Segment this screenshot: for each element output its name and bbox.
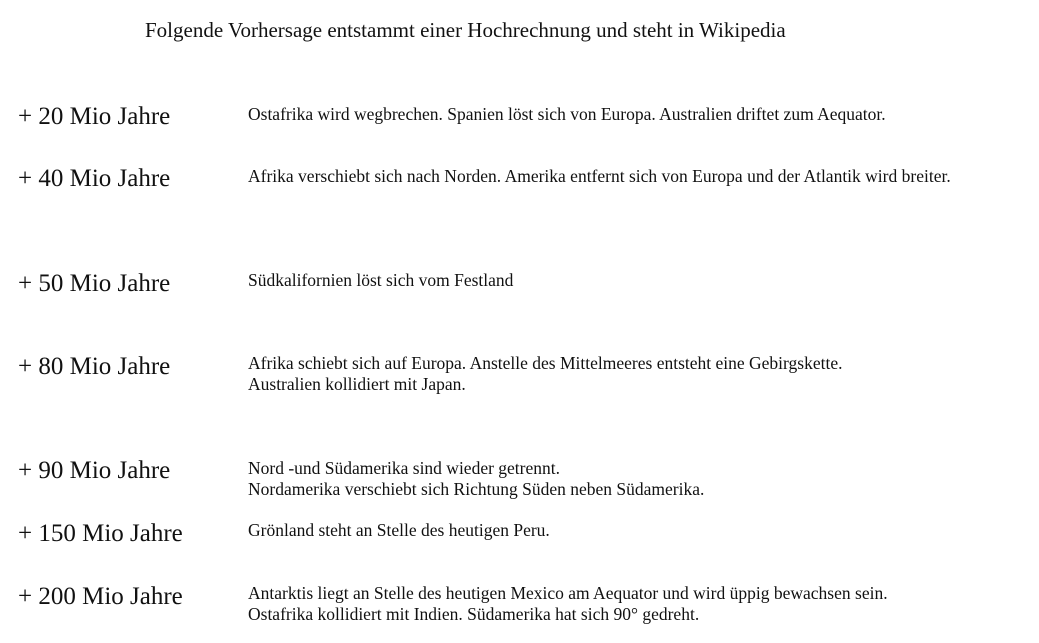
forecast-description [248, 583, 888, 625]
time-label: + 40 Mio Jahre [18, 165, 171, 192]
time-label: + 150 Mio Jahre [18, 520, 183, 547]
time-label: + 90 Mio Jahre [18, 457, 171, 484]
time-label: + 200 Mio Jahre [18, 583, 183, 610]
description-line: Nord -und Südamerika sind wieder getrennt. [248, 458, 561, 478]
time-label: + 50 Mio Jahre [18, 270, 171, 297]
page-title: Folgende Vorhersage entstammt einer Hochrechnung und steht in Wikipedia [145, 18, 786, 42]
description-line: Grönland steht an Stelle des heutigen Peru. [248, 520, 550, 540]
forecast-description [248, 166, 951, 187]
forecast-description [248, 104, 886, 125]
description-line: Australien kollidiert mit Japan. [248, 374, 466, 394]
description-line: Südkalifornien löst sich vom Festland [248, 270, 514, 290]
time-label: + 80 Mio Jahre [18, 353, 171, 380]
description-line: Ostafrika kollidiert mit Indien. Südamerika hat sich 90° gedreht. [248, 604, 700, 624]
forecast-description [248, 270, 513, 291]
description-line: Antarktis liegt an Stelle des heutigen Mexico am Aequator und wird üppig bewachsen sein. [248, 583, 888, 603]
description-line: Nordamerika verschiebt sich Richtung Süden neben Südamerika. [248, 479, 705, 499]
forecast-description [248, 353, 843, 395]
forecast-description [248, 520, 550, 541]
description-line: Ostafrika wird wegbrechen. Spanien löst sich von Europa. Australien driftet zum Aequator. [248, 104, 886, 124]
time-label: + 20 Mio Jahre [18, 103, 171, 130]
forecast-description [248, 458, 704, 500]
description-line: Afrika verschiebt sich nach Norden. Amerika entfernt sich von Europa und der Atlantik wird breiter. [248, 166, 951, 186]
description-line: Afrika schiebt sich auf Europa. Anstelle des Mittelmeeres entsteht eine Gebirgskette. [248, 353, 843, 373]
